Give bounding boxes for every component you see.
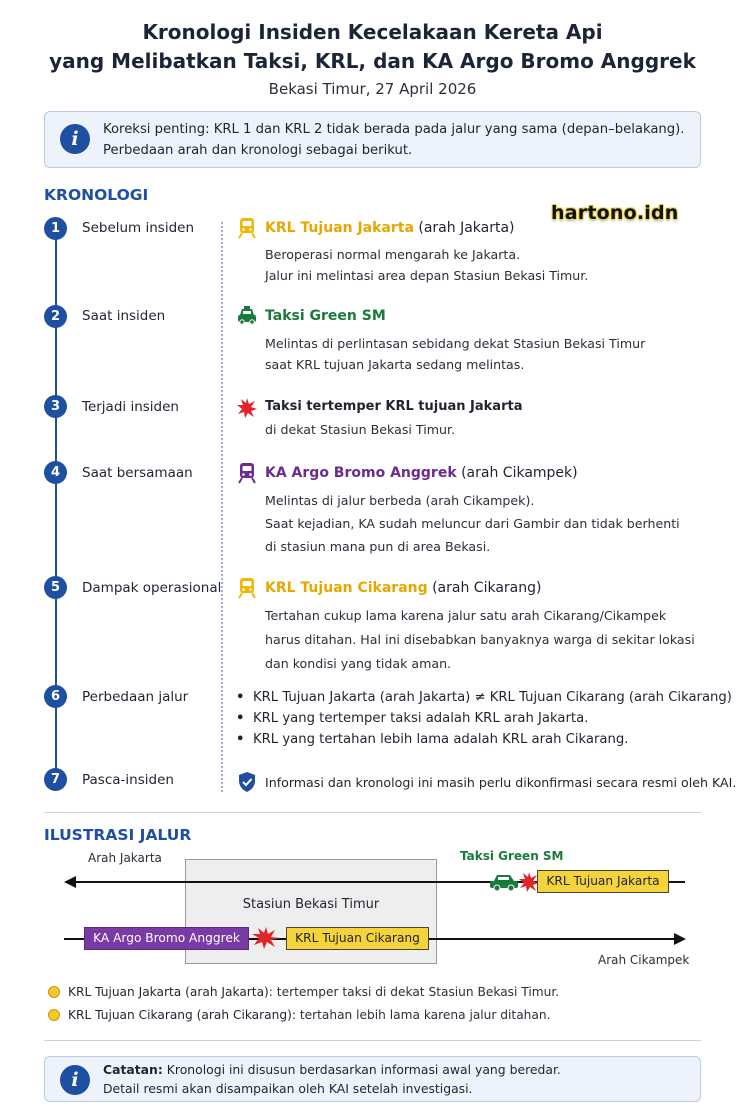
lane-difference-list [236, 687, 732, 750]
train-icon [236, 462, 258, 484]
train-krl-jakarta: KRL Tujuan Jakarta [537, 870, 669, 893]
step-label: Saat bersamaan [82, 465, 193, 481]
legend-item: KRL Tujuan Jakarta (arah Jakarta): tertemper taksi di dekat Stasiun Bekasi Timur. [48, 985, 559, 999]
step-number: 2 [44, 305, 67, 328]
divider [44, 812, 701, 813]
step-label: Pasca-insiden [82, 772, 174, 788]
event-description: di dekat Stasiun Bekasi Timur. [265, 422, 455, 437]
event-title: KRL Tujuan Jakarta (arah Jakarta) [265, 220, 515, 236]
taxi-icon [489, 872, 519, 892]
event-title: Taksi Green SM [265, 308, 386, 324]
step-label: Sebelum insiden [82, 220, 195, 236]
taxi-icon [236, 305, 258, 327]
step-label: Perbedaan jalur [82, 689, 189, 705]
event-title: KA Argo Bromo Anggrek (arah Cikampek) [265, 465, 578, 481]
step-label: Saat insiden [82, 308, 166, 324]
info-icon: i [60, 124, 90, 154]
step-number: 7 [44, 768, 67, 791]
step-number: 3 [44, 395, 67, 418]
note-box [44, 1056, 701, 1102]
step-number: 5 [44, 576, 67, 599]
taxi-label: Taksi Green SM [460, 849, 564, 863]
collision-icon [251, 926, 281, 950]
event-description: Tertahan cukup lama karena jalur satu arah Cikarang/Cikampek harus ditahan. Hal ini disebabkan banyaknya warga di sekitar lokasi dan kondisi yang tidak aman. [265, 608, 695, 671]
page-subtitle: Bekasi Timur, 27 April 2026 [268, 80, 477, 98]
train-ka-argo: KA Argo Bromo Anggrek [84, 927, 249, 950]
arrow-left-icon [64, 876, 76, 888]
yellow-dot-icon [48, 1009, 60, 1021]
event-description: Melintas di jalur berbeda (arah Cikampek). Saat kejadian, KA sudah meluncur dari Gambir dan tidak berhenti di stasiun mana pun di area Bekasi. [265, 493, 680, 554]
section-title-ilustrasi: ILUSTRASI JALUR [44, 826, 192, 844]
train-icon [236, 577, 258, 599]
yellow-dot-icon [48, 986, 60, 998]
arrow-right-icon [674, 933, 686, 945]
list-item: • KRL yang tertemper taksi adalah KRL arah Jakarta. [236, 711, 589, 726]
event-title: Informasi dan kronologi ini masih perlu dikonfirmasi secara resmi oleh KAI. [265, 775, 737, 790]
event-title: KRL Tujuan Cikarang (arah Cikarang) [265, 580, 542, 596]
step-number: 4 [44, 461, 67, 484]
divider [44, 1040, 701, 1041]
step-number: 1 [44, 217, 67, 240]
step-label: Dampak operasional [82, 580, 222, 596]
step-number: 6 [44, 685, 67, 708]
step-label: Terjadi insiden [82, 399, 179, 415]
timeline-divider [221, 222, 223, 792]
direction-label-jakarta: Arah Jakarta [88, 851, 162, 865]
page-title: Kronologi Insiden Kecelakaan Kereta Api [142, 20, 603, 44]
shield-check-icon [236, 771, 258, 793]
train-icon [236, 217, 258, 239]
event-description: Beroperasi normal mengarah ke Jakarta. Jalur ini melintasi area depan Stasiun Bekasi Timur. [265, 247, 589, 283]
legend-item: KRL Tujuan Cikarang (arah Cikarang): tertahan lebih lama karena jalur ditahan. [48, 1008, 550, 1022]
event-description: Melintas di perlintasan sebidang dekat Stasiun Bekasi Timur saat KRL tujuan Jakarta sedang melintas. [265, 336, 646, 372]
section-title-kronologi: KRONOLOGI [44, 186, 149, 204]
collision-icon [236, 397, 258, 419]
train-krl-cikarang: KRL Tujuan Cikarang [286, 927, 429, 950]
correction-text: Koreksi penting: KRL 1 dan KRL 2 tidak berada pada jalur yang sama (depan–belakang). Perbedaan arah dan kronologi sebagai berikut. [103, 122, 685, 158]
watermark: hartono.idn [551, 202, 679, 224]
list-item: • KRL yang tertahan lebih lama adalah KRL arah Cikarang. [236, 732, 629, 747]
event-title: Taksi tertemper KRL tujuan Jakarta [265, 399, 523, 414]
direction-label-cikampek: Arah Cikampek [598, 953, 690, 967]
note-text: Catatan: Kronologi ini disusun berdasarkan informasi awal yang beredar. Detail resmi akan disampaikan oleh KAI setelah investigasi. [103, 1062, 561, 1096]
list-item: • KRL Tujuan Jakarta (arah Jakarta) ≠ KRL Tujuan Cikarang (arah Cikarang) [236, 690, 732, 705]
station-label: Stasiun Bekasi Timur [242, 897, 380, 912]
correction-notice [44, 111, 701, 168]
page-title-line2: yang Melibatkan Taksi, KRL, dan KA Argo Bromo Anggrek [49, 49, 696, 73]
info-icon: i [60, 1065, 90, 1095]
